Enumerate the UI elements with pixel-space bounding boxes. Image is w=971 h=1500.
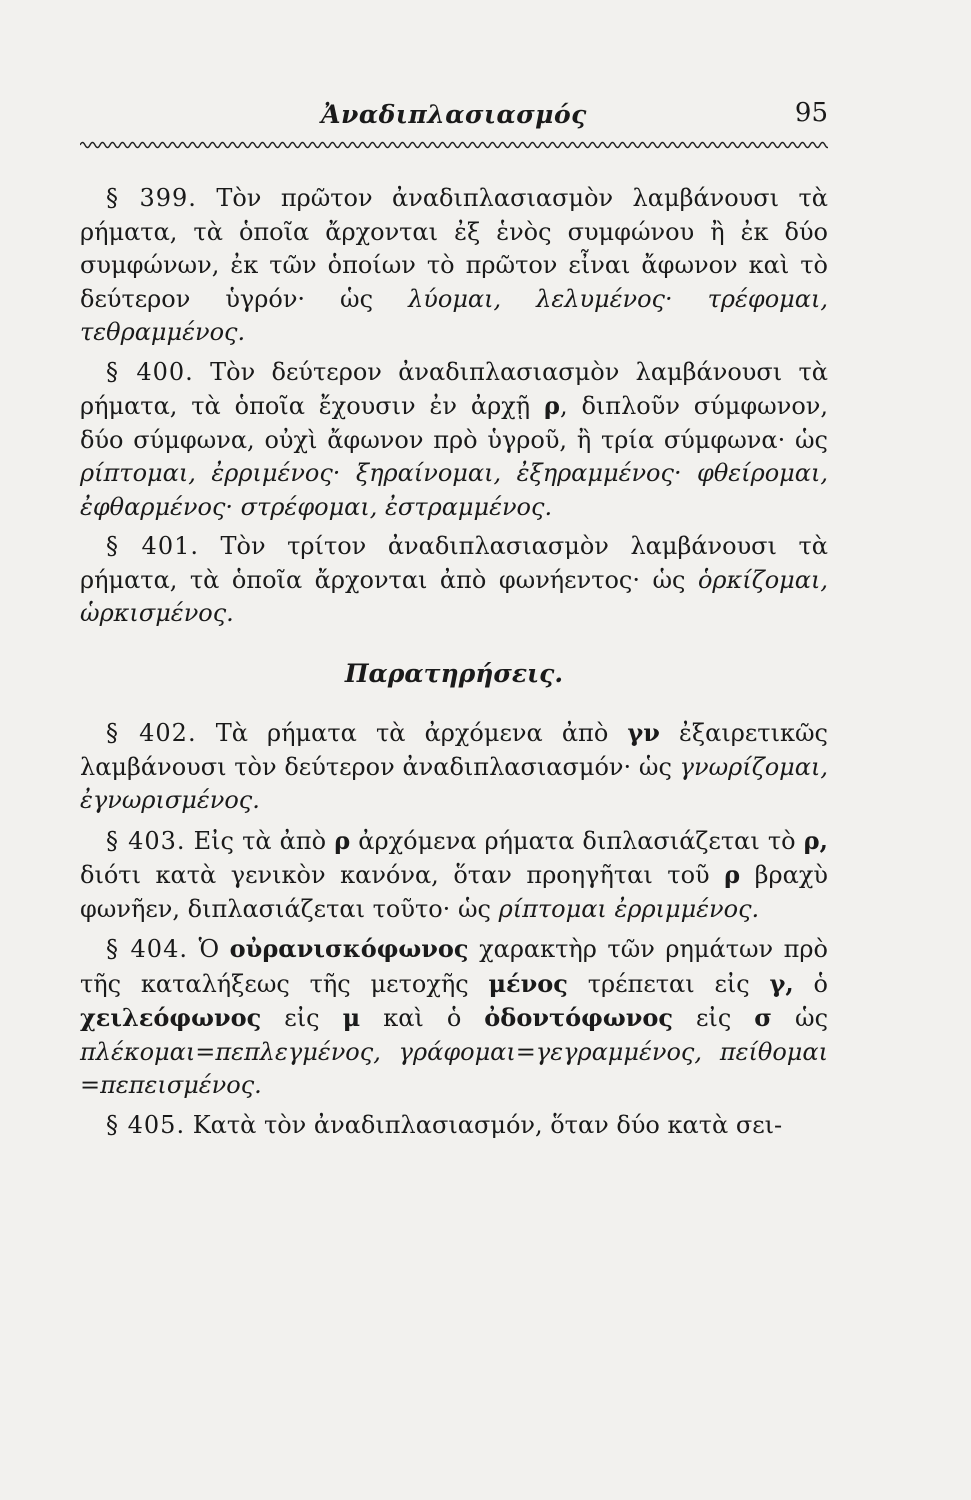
bold-term: μένος	[488, 968, 568, 998]
section-405	[80, 1109, 828, 1143]
section-403	[80, 824, 828, 927]
section-404	[80, 932, 828, 1103]
section-number: § 399.	[106, 184, 197, 212]
text-run: Τὸν τρίτον ἀναδιπλασιασμὸν λαμβάνουσι τὰ ρήματα, τὰ ὁποῖα ἄρχονται ἀπὸ φωνήεντος· ὡς	[80, 532, 828, 594]
running-title: Ἀναδιπλασιασμός	[321, 100, 587, 129]
text-body	[80, 182, 828, 1142]
text-run: εἰς	[261, 1004, 343, 1032]
bold-letter: ρ,	[803, 825, 828, 855]
text-run: βραχὺ φωνῆεν, διπλασιάζεται τοῦτο· ὡς	[80, 861, 829, 923]
text-run: ὡς	[772, 1004, 829, 1032]
text-run: καὶ ὁ	[360, 1004, 485, 1032]
bold-letter: σ	[754, 1003, 772, 1032]
example-run: λύομαι, λελυμένος· τρέφομαι, τεθραμμένος.	[80, 284, 828, 346]
section-number: § 405.	[106, 1110, 186, 1139]
wavy-rule	[80, 138, 828, 152]
section-399	[80, 182, 828, 350]
section-number: § 401.	[106, 532, 199, 560]
bold-term: οὐρανισκόφωνος	[229, 934, 469, 963]
section-402	[80, 716, 828, 818]
text-run: εἰς	[672, 1004, 755, 1032]
page-number: 95	[794, 98, 828, 128]
text-run: Ὁ	[187, 935, 230, 963]
example-run: ρίπτομαι ἐρριμμένος.	[498, 894, 760, 923]
bold-term: χειλεόφωνος	[80, 1003, 262, 1032]
section-heading: Παρατηρήσεις.	[344, 658, 564, 688]
bold-term: ὀδοντόφωνος	[484, 1003, 673, 1032]
text-run: ἀρχόμενα ρήματα διπλασιάζεται τὸ	[350, 826, 804, 855]
section-number: § 404.	[106, 935, 188, 963]
example-run: ρίπτομαι, ἐρριμένος· ξηραίνομαι, ἐξηραμμένος· φθείρομαι, ἐφθαρμένος· στρέφομαι, ἐστραμμένος.	[80, 459, 828, 521]
section-number: § 402.	[106, 719, 197, 747]
text-run: Τὰ ρήματα τὰ ἀρχόμενα ἀπὸ	[196, 719, 628, 747]
section-number: § 400.	[106, 357, 194, 386]
bold-letter: γ,	[769, 968, 794, 998]
text-run: τρέπεται εἰς	[567, 969, 770, 998]
text-run: ὁ	[793, 969, 829, 998]
text-run: Τὸν πρῶτον ἀναδιπλασιασμὸν λαμβάνουσι τὰ ρήματα, τὰ ὁποῖα ἄρχονται ἐξ ἑνὸς συμφώνου ἢ ἐκ δύο συμφώνων, ἐκ τῶν ὁποίων τὸ πρῶτον εἶναι ἄφωνον καὶ τὸ δεύτερον ὑγρόν· ὡς	[80, 184, 828, 313]
bold-letter: ρ	[543, 391, 560, 420]
example-run: γνωρίζομαι, ἐγνωρισμένος.	[80, 752, 828, 814]
example-run: πλέκομαι=πεπλεγμένος, γράφομαι=γεγραμμένος, πείθομαι =πεπεισμένος.	[80, 1037, 828, 1099]
text-run: Κατὰ τὸν ἀναδιπλασιασμόν, ὅταν δύο κατὰ σει-	[185, 1110, 783, 1139]
text-run: , διπλοῦν σύμφωνον, δύο σύμφωνα, οὐχὶ ἄφωνον πρὸ ὑγροῦ, ἢ τρία σύμφωνα· ὡς	[80, 392, 828, 454]
bold-letter: μ	[342, 1003, 361, 1032]
text-run: Εἰς τὰ ἀπὸ	[185, 826, 335, 855]
example-run: ὁρκίζομαι, ὡρκισμένος.	[80, 565, 828, 627]
section-400	[80, 356, 828, 525]
text-run: διότι κατὰ γενικὸν κανόνα, ὅταν προηγῆται τοῦ	[80, 861, 725, 889]
text-run: ἐξαιρετικῶς λαμβάνουσι τὸν δεύτερον ἀναδιπλασιασμόν· ὡς	[80, 719, 828, 781]
text-run: Τὸν δεύτερον ἀναδιπλασιασμὸν λαμβάνουσι τὰ ρήματα, τὰ ὁποῖα ἔχουσιν ἐν ἀρχῇ	[80, 357, 828, 420]
section-401	[80, 530, 828, 631]
bold-term: γν	[627, 718, 660, 747]
text-run: χαρακτὴρ τῶν ρημάτων πρὸ τῆς καταλήξεως τῆς μετοχῆς	[80, 935, 828, 998]
bold-letter: ρ	[334, 825, 351, 855]
page-header	[80, 96, 828, 136]
section-number: § 403.	[106, 826, 186, 855]
bold-letter: ρ	[724, 860, 741, 889]
